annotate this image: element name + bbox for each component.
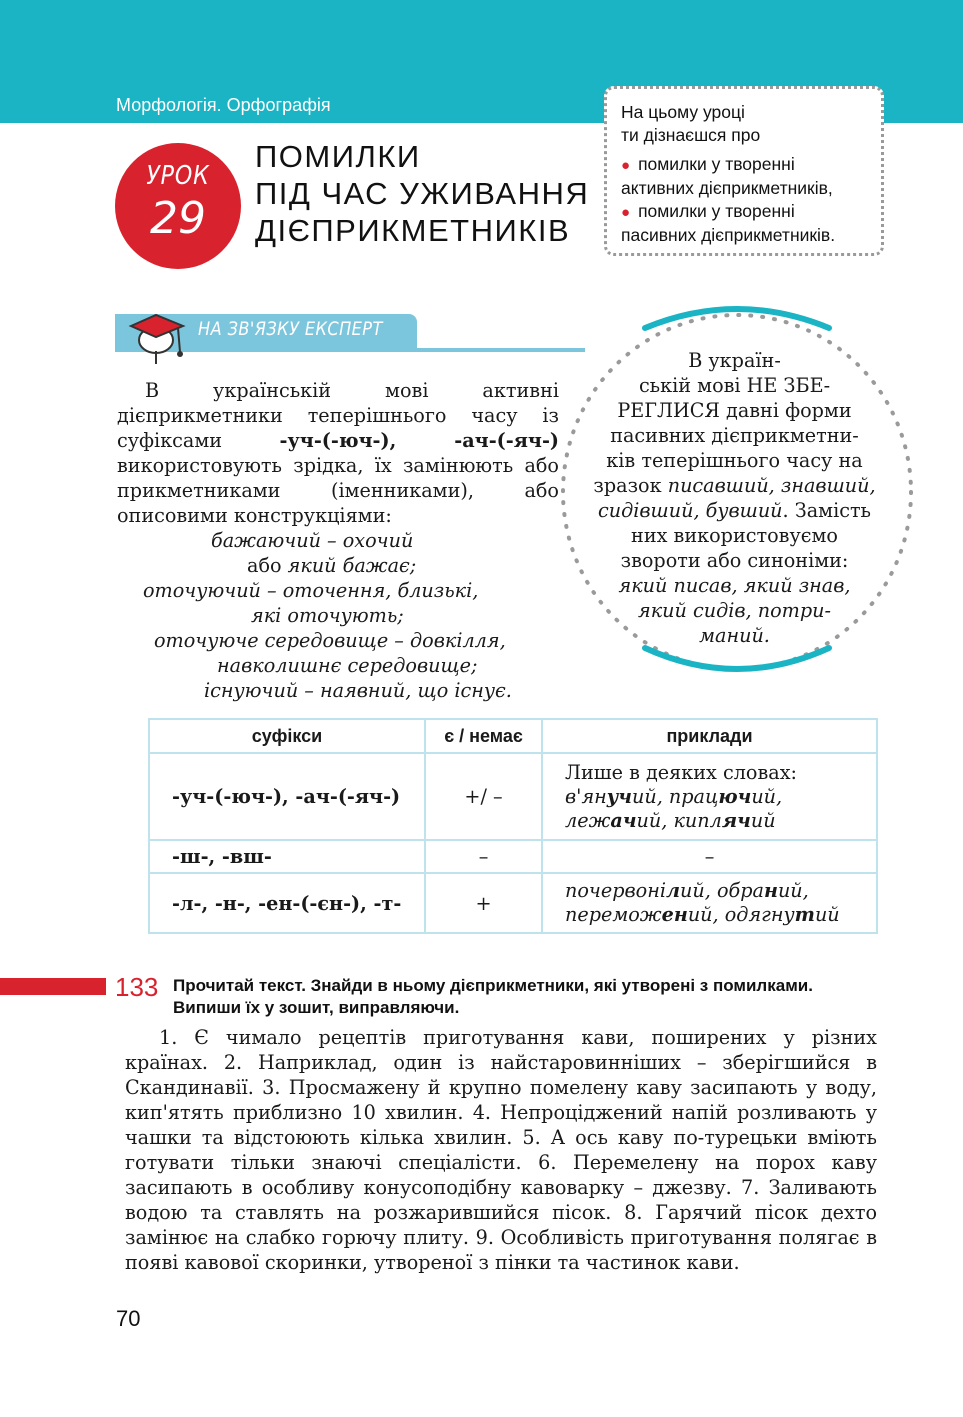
table-cell-suffix: -ш-, -вш- [149,840,425,873]
exercise-text: 1. Є чимало рецептів приготування кави, поширених у різних країнах. 2. Наприклад, один із найстаровинніших – зберігшийся в Скандинавії. 3. Просмажену й крупно помелену каву засипають у воду, кип'ятять приблизно 10 хвилин. 4. Непроціджений напій розливають у чашки та відстоюють кілька хвилин. 5. А ось каву по-турецьки вміють готувати тільки знаючі спеціалісти. 6. Перемелену на порох каву засипають в особливу конусоподібну кавоварку – джезву. 7. Заливають водою та ставлять на розжарившийся пісок. 8. Гарячий пісок дехто замінює на слабко горючу плиту. 9. Особливість приготування полягає в появі кавової скоринки, утвореної з пінки та частинок кави. [125,1026,877,1274]
learn-item: ● помилки у творенні [621,201,795,221]
table-cell-suffix: -л-, -н-, -ен-(-єн-), -т- [149,873,425,933]
table-cell-has: +/ – [425,753,542,840]
exercise-task: Прочитай текст. Знайди в ньому дієприкметники, які утворені з помилками. Випиши їх у зошит, виправляючи. [173,976,813,1017]
table-row [149,840,877,873]
table-header: приклади [542,719,877,753]
expert-paragraph: В українській мові активні дієприкметники теперішнього часу із суфіксами -уч-(-юч-), -ач-(-яч-) використовують зрідка, їх замінюють або прикметниками (іменниками), або описовими конструкціями: [117,379,559,527]
example-line: які оточують; [251,604,404,627]
exercise-marker [0,978,106,995]
table-row [149,873,877,933]
graduation-cap-icon [128,306,188,368]
expert-label: НА ЗВ'ЯЗКУ ЕКСПЕРТ [198,318,383,340]
bullet-icon: ● [621,204,631,221]
example-line: або який бажає; [247,554,417,577]
table-cell-suffix: -уч-(-юч-), -ач-(-яч-) [149,753,425,840]
table-cell-has: + [425,873,542,933]
table-header-row [149,719,877,753]
table-cell-has: – [425,840,542,873]
lesson-title-line: ДІЄПРИКМЕТНИКІВ [255,213,571,248]
lesson-badge [115,143,241,269]
learn-item-cont: активних дієприкметників, [621,178,833,198]
section-title: Морфологія. Орфографія [116,95,331,115]
lesson-title-line: ПОМИЛКИ [255,139,421,174]
lesson-title [255,138,600,249]
lesson-word: УРОК [146,161,210,191]
table-cell-examples: – [542,840,877,873]
learn-intro: На цьому уроці [621,102,745,122]
table-cell-examples: Лише в деяких словах: в'янучий, працючий, лежачий, киплячий [542,753,877,840]
example-line: існуючий – наявний, що існує. [204,679,512,702]
table-cell-examples: почервонілий, обраний, переможений, одягнутий [542,873,877,933]
exercise-number: 133 [115,972,159,1002]
example-line: оточуюче середовище – довкілля, [154,629,506,652]
table-header: є / немає [425,719,542,753]
example-line: навколишнє середовище; [217,654,478,677]
learn-box [604,86,884,256]
circle-note: В україн- ській мові НЕ ЗБЕ- РЕГЛИСЯ давні форми пасивних дієприкметни- ків теперішнього часу на зразок писавший, знавший, сидівший, бувший. Замість них використовуємо звороти або синоніми: який писав, який знав, який сидів, потри- маний. [593,349,876,647]
learn-item: ● помилки у творенні [621,154,795,174]
learn-intro: ти дізнаєшся про [621,125,761,145]
bullet-icon: ● [621,157,631,174]
suffix-highlight: -уч-(-юч-), -ач-(-яч-) [279,429,559,452]
example-line: оточуючий – оточення, близькі, [143,579,479,602]
page-number: 70 [116,1306,141,1331]
table-row [149,753,877,840]
example-line: бажаючий – охочий [211,529,414,552]
suffix-table [148,718,878,934]
learn-item-cont: пасивних дієприкметників. [621,225,836,245]
lesson-title-line: ПІД ЧАС УЖИВАННЯ [255,176,590,211]
lesson-number: 29 [150,193,206,244]
table-header: суфікси [149,719,425,753]
